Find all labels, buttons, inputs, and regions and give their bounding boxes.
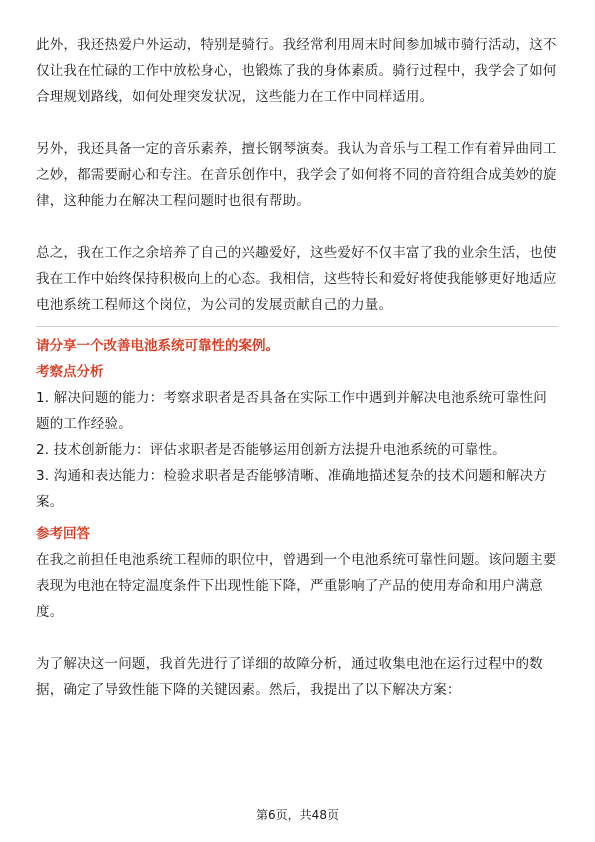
analysis-item-1: 1. 解决问题的能力：考察求职者是否具备在实际工作中遇到并解决电池系统可靠性问题的工作经验。 [36, 390, 547, 432]
answer-paragraph-1: 在我之前担任电池系统工程师的职位中，曾遇到一个电池系统可靠性问题。该问题主要表现为电池在特定温度条件下出现性能下降，严重影响了产品的使用寿命和用户满意度。 [36, 552, 557, 620]
paragraph-summary: 总之，我在工作之余培养了自己的兴趣爱好，这些爱好不仅丰富了我的业余生活，也使我在工作中始终保持积极向上的心态。我相信，这些特长和爱好将使我能够更好地适应电池系统工程师这个岗位，为公司的发展贡献自己的力量。 [36, 245, 557, 313]
analysis-heading: 考察点分析 [36, 364, 104, 380]
page-content [36, 32, 558, 703]
analysis-item-3: 3. 沟通和表达能力：检验求职者是否能够清晰、准确地描述复杂的技术问题和解决方案。 [36, 468, 547, 510]
section-divider [36, 326, 558, 327]
paragraph-music: 另外，我还具备一定的音乐素养，擅长钢琴演奏。我认为音乐与工程工作有着异曲同工之妙，都需要耐心和专注。在音乐创作中，我学会了如何将不同的音符组合成美妙的旋律，这种能力在解决工程问题时也很有帮助。 [36, 141, 557, 209]
answer-paragraph-2: 为了解决这一问题，我首先进行了详细的故障分析，通过收集电池在运行过程中的数据，确定了导致性能下降的关键因素。然后，我提出了以下解决方案： [36, 656, 543, 698]
page-number-footer: 第6页，共48页 [256, 808, 339, 822]
question-title: 请分享一个改善电池系统可靠性的案例。 [36, 338, 279, 354]
paragraph-outdoor-cycling: 此外，我还热爱户外运动，特别是骑行。我经常利用周末时间参加城市骑行活动，这不仅让我在忙碌的工作中放松身心，也锻炼了我的身体素质。骑行过程中，我学会了如何合理规划路线，如何处理突发状况，这些能力在工作中同样适用。 [36, 37, 557, 105]
answer-heading: 参考回答 [36, 526, 90, 542]
analysis-item-2: 2. 技术创新能力：评估求职者是否能够运用创新方法提升电池系统的可靠性。 [36, 442, 506, 458]
